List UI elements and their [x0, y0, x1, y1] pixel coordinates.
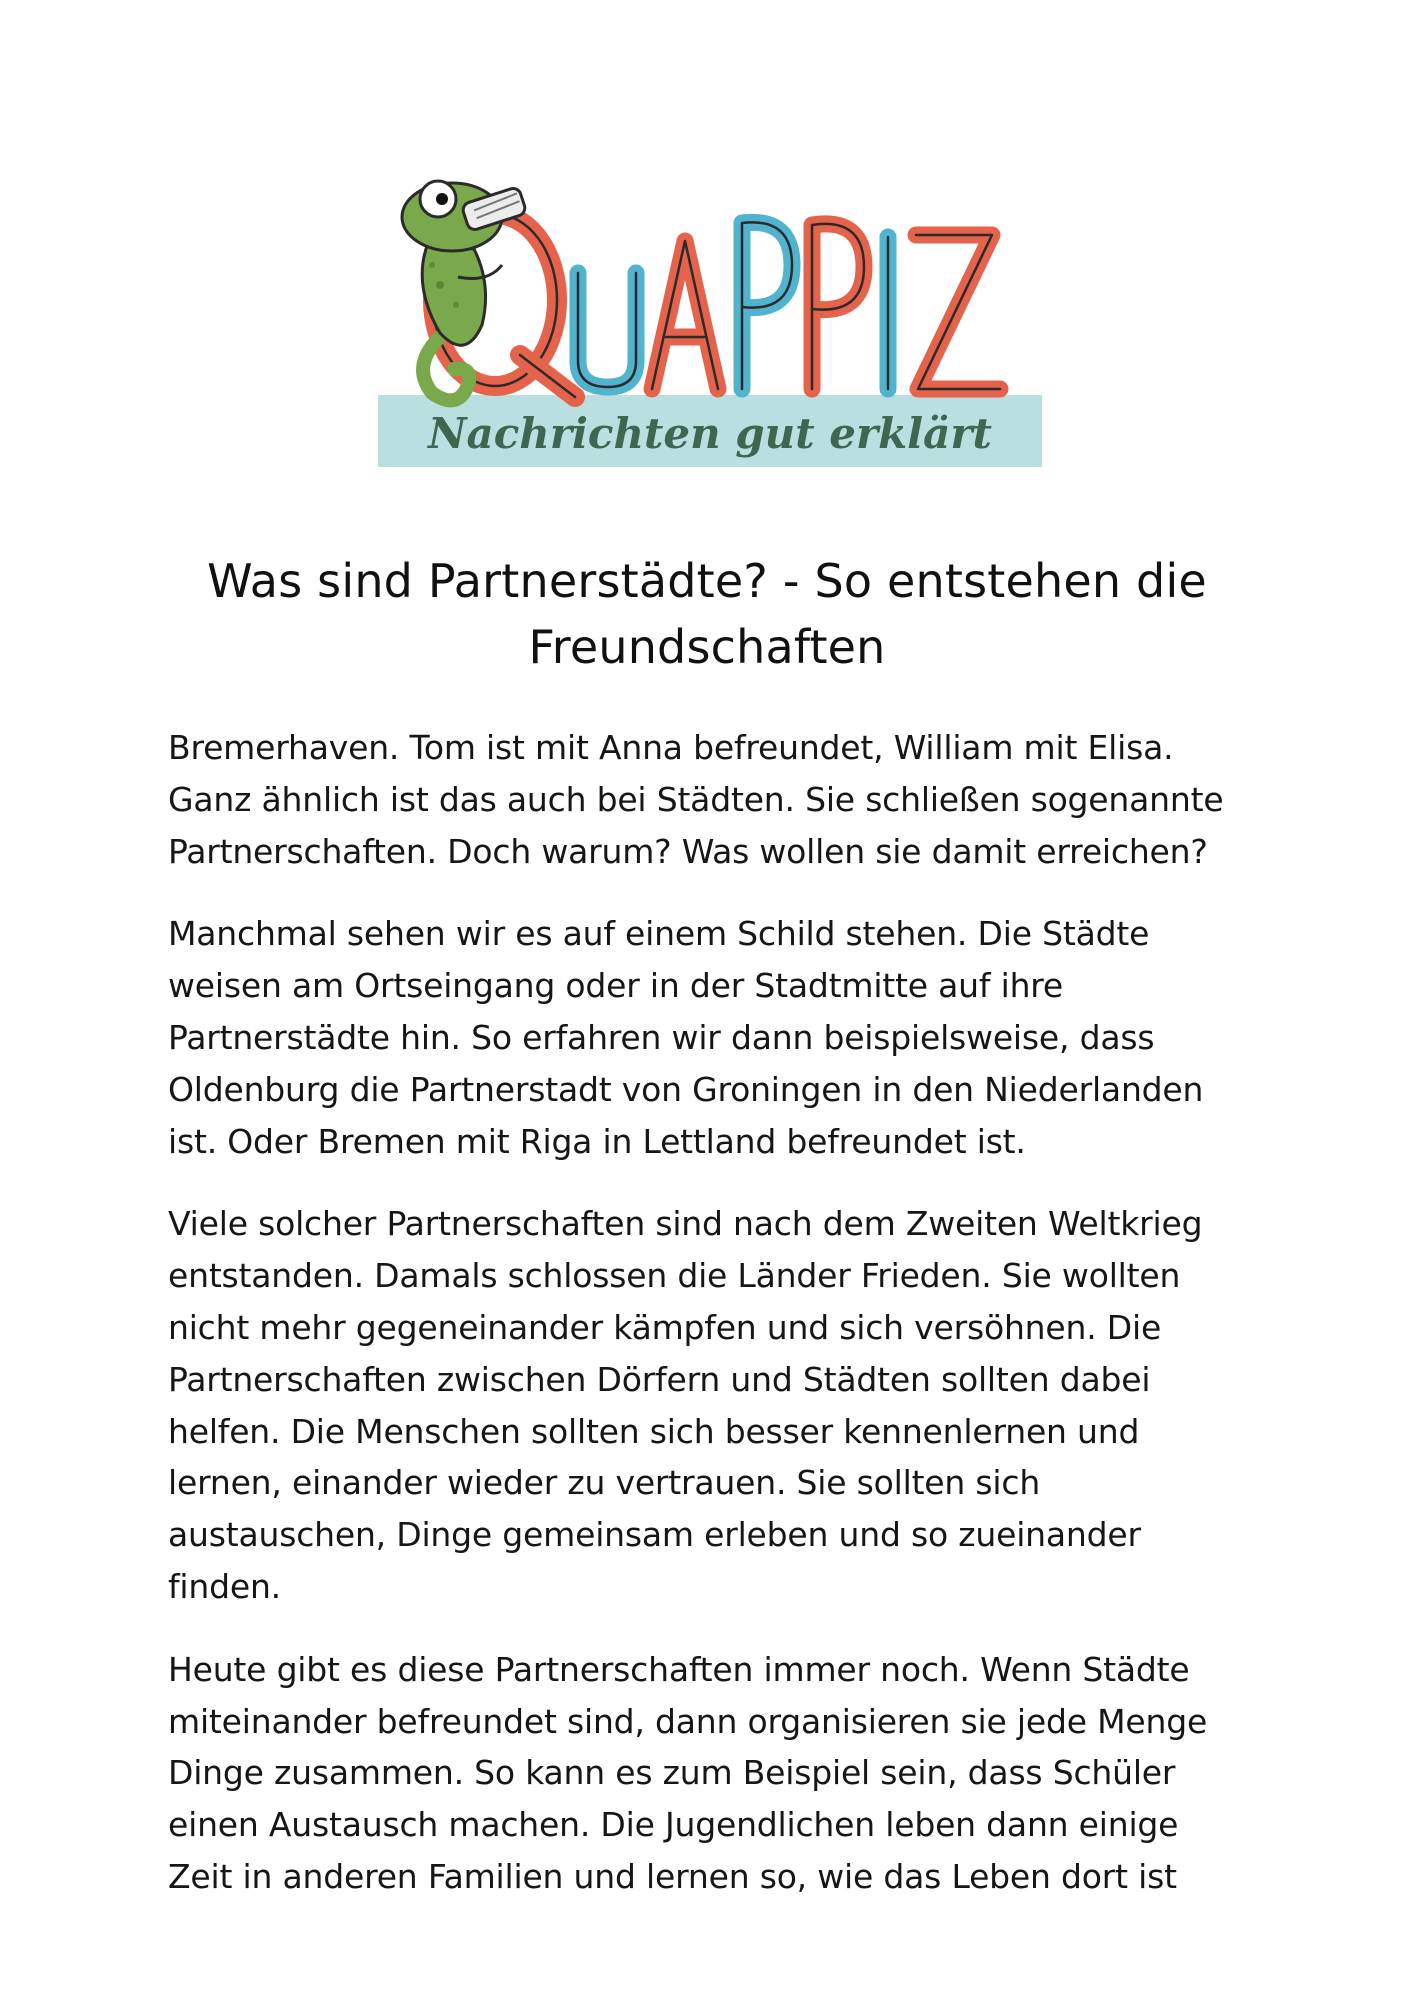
- paragraph-intro: Bremerhaven. Tom ist mit Anna befreundet, William mit Elisa. Ganz ähnlich ist das auch bei Städten. Sie schließen sogenannte Partnerschaften. Doch warum? Was wollen sie damit erreichen?: [168, 728, 1224, 871]
- paragraph-today: Heute gibt es diese Partnerschaften immer noch. Wenn Städte miteinander befreundet sind, dann organisieren sie jede Menge Dinge zusammen. So kann es zum Beispiel sein, dass Schüler einen Austausch machen. Die Jugendlichen leben dann einige Zeit in anderen Familien und lernen so, wie das Leben dort ist: [168, 1649, 1208, 1896]
- logo-tagline: Nachrichten gut erklärt: [428, 409, 992, 458]
- paragraph-history: Viele solcher Partnerschaften sind nach dem Zweiten Weltkrieg entstanden. Damals schlossen die Länder Frieden. Sie wollten nicht mehr gegeneinander kämpfen und sich versöhnen. Die Partnerschaften zwischen Dörfern und Städten sollten dabei helfen. Die Menschen sollten sich besser kennenlernen und lernen, einander wieder zu vertrauen. Sie sollten sich austauschen, Dinge gemeinsam erleben und so zueinander finden.: [168, 1204, 1203, 1606]
- quappiz-logo: [370, 165, 1050, 485]
- logo-wordmark: [433, 214, 1000, 397]
- paragraph-signs: Manchmal sehen wir es auf einem Schild stehen. Die Städte weisen am Ortseingang oder in der Stadtmitte auf ihre Partnerstädte hin. So erfahren wir dann beispielsweise, dass Oldenburg die Partnerstadt von Groningen in den Niederlanden ist. Oder Bremen mit Riga in Lettland befreundet ist.: [168, 914, 1204, 1161]
- article-title: Was sind Partnerstädte? - So entstehen die Freundschaften: [207, 554, 1207, 674]
- article-body: [168, 722, 1288, 1934]
- chameleon-mascot-icon: [402, 181, 527, 400]
